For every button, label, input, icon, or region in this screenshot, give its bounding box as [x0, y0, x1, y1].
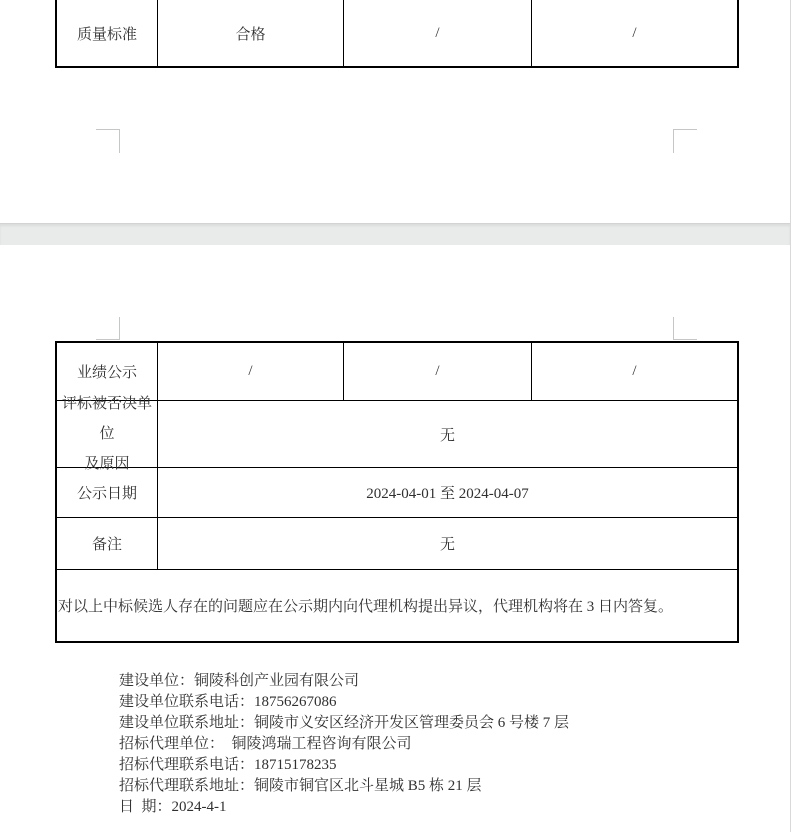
remark-value-cell[interactable]: 无 — [439, 537, 455, 553]
margin-mark-top-left-v — [119, 317, 120, 340]
date-line[interactable]: 日 期：2024-4-1 — [119, 799, 227, 815]
rejected-bidders-value-cell[interactable]: 无 — [439, 427, 455, 444]
contact-info-block — [119, 671, 569, 818]
rejected-bidders-row — [57, 396, 737, 472]
construction-unit-address-line[interactable]: 建设单位联系地址：铜陵市义安区经济开发区管理委员会 6 号楼 7 层 — [119, 715, 570, 731]
rejected-bidders-label-line1: 评标被否决单位 — [61, 396, 152, 442]
quality-standard-slash-cell-2[interactable]: / — [632, 24, 637, 41]
publicity-date-value-cell[interactable]: 2024-04-01 至 2024-04-07 — [366, 486, 529, 502]
margin-mark-bottom-left-h — [96, 129, 120, 130]
margin-mark-bottom-right-v — [673, 129, 674, 153]
quality-standard-table — [55, 0, 739, 68]
performance-row — [57, 343, 737, 401]
remark-label-cell[interactable]: 备注 — [57, 518, 158, 569]
quality-standard-value-cell[interactable]: 合格 — [158, 0, 344, 66]
margin-mark-bottom-right-h — [673, 129, 697, 130]
construction-unit-phone-line[interactable]: 建设单位联系电话：18756267086 — [119, 694, 337, 710]
construction-unit-line[interactable]: 建设单位：铜陵科创产业园有限公司 — [119, 673, 360, 689]
quality-standard-slash-cell-1[interactable]: / — [344, 0, 532, 66]
bidding-agency-address-line[interactable]: 招标代理联系地址：铜陵市铜官区北斗星城 B5 栋 21 层 — [119, 778, 482, 794]
page-break-gap — [0, 223, 790, 245]
performance-slash-cell-3[interactable]: / — [632, 363, 637, 379]
margin-mark-top-right-h — [673, 339, 697, 340]
page-1[interactable] — [0, 0, 790, 223]
publicity-date-row — [57, 468, 737, 518]
performance-slash-cell-2[interactable]: / — [344, 343, 532, 400]
objection-notice-row — [57, 570, 737, 641]
bidding-agency-line[interactable]: 招标代理单位： 铜陵鸿瑞工程咨询有限公司 — [119, 736, 412, 752]
performance-label-cell[interactable]: 业绩公示 — [57, 343, 158, 400]
viewport-edge-strip — [791, 0, 795, 832]
performance-slash-cell-1[interactable]: / — [158, 343, 344, 400]
margin-mark-bottom-left-v — [119, 129, 120, 153]
margin-mark-top-left-h — [96, 339, 120, 340]
rejected-bidders-label-cell[interactable] — [57, 396, 158, 472]
publicity-date-label-cell[interactable]: 公示日期 — [57, 468, 158, 517]
rejected-bidders-label-line2: 及原因 — [84, 456, 130, 472]
publicity-table — [55, 341, 739, 643]
bidding-agency-phone-line[interactable]: 招标代理联系电话：18715178235 — [119, 757, 337, 773]
page-2[interactable] — [0, 245, 790, 832]
table-row — [57, 0, 737, 66]
quality-standard-label-cell[interactable]: 质量标准 — [57, 0, 158, 66]
margin-mark-top-right-v — [673, 317, 674, 340]
remark-row — [57, 518, 737, 570]
objection-notice-cell[interactable]: 对以上中标候选人存在的问题应在公示期内向代理机构提出异议，代理机构将在 3 日内答复。 — [58, 599, 674, 615]
